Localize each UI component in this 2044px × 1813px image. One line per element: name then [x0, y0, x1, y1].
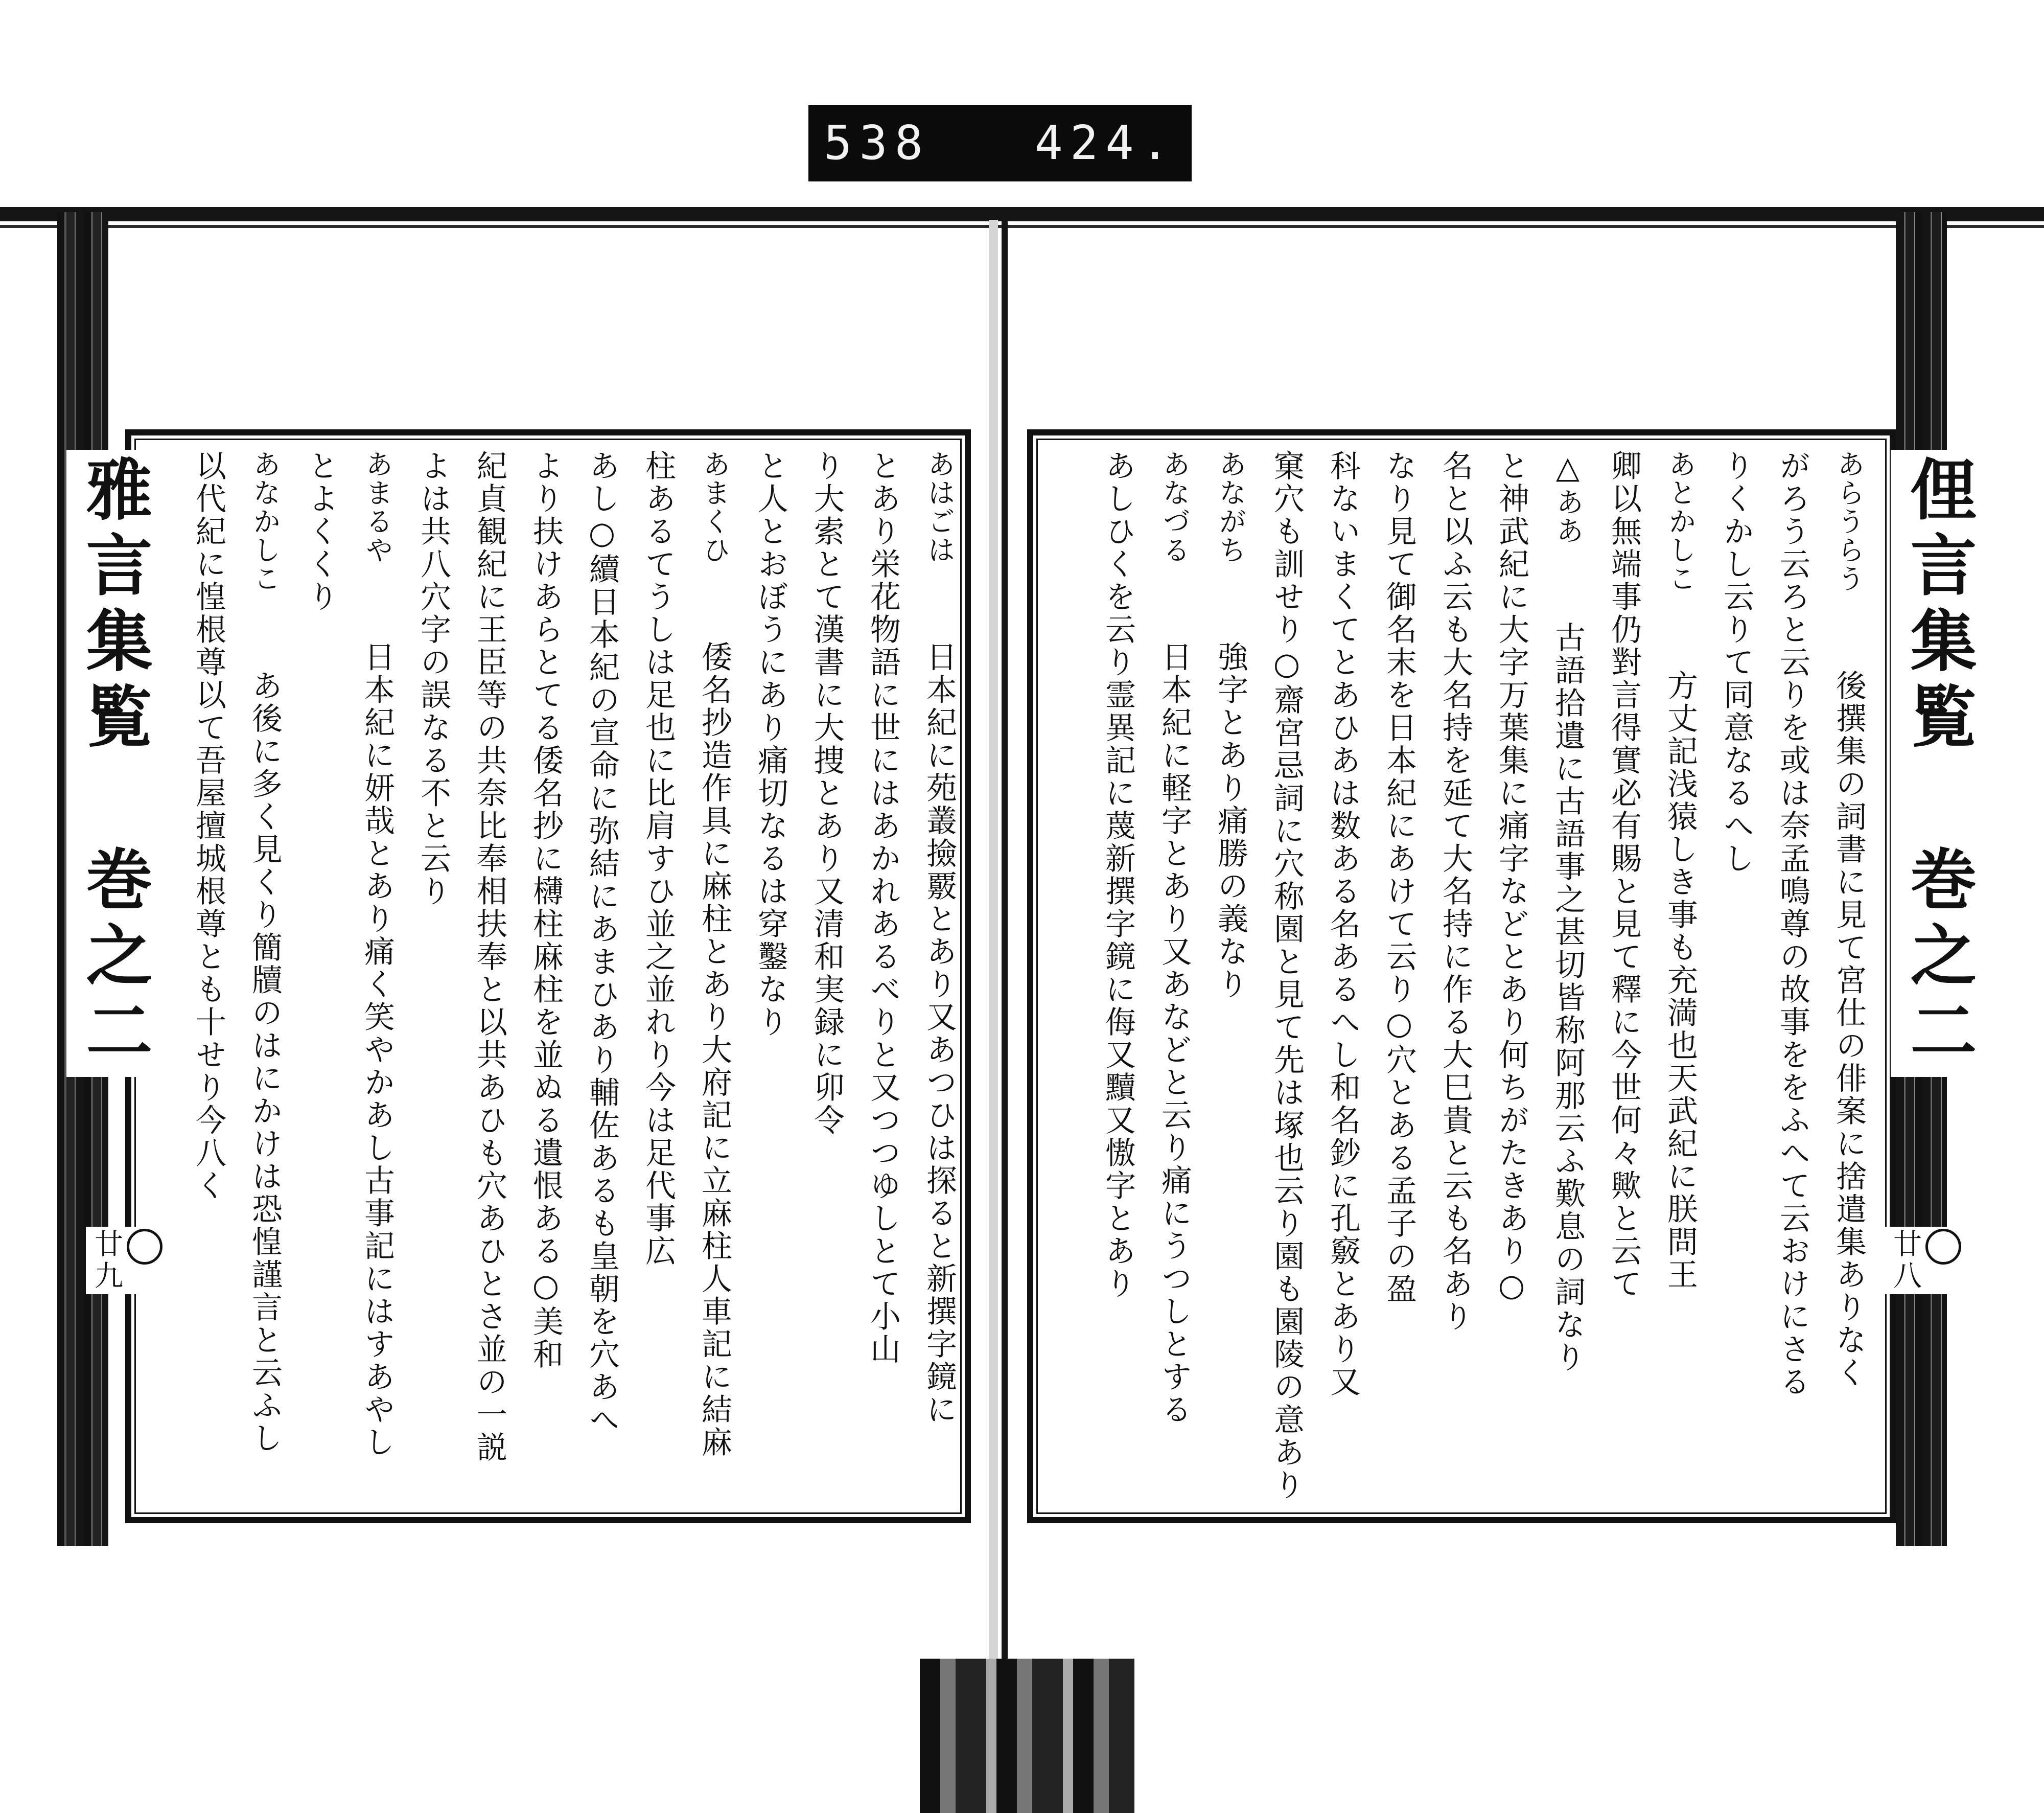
entry-gloss: 日本紀に軽字とあり又あなどと云り痛にうつしとする	[1156, 641, 1192, 1426]
catalog-number-left: 538	[824, 116, 931, 170]
entry-gloss: と人とおぼうにあり痛切なるは穿鑿なり	[753, 450, 788, 1039]
triangle-marker-icon: △	[1550, 450, 1586, 488]
entry-gloss: 強字とあり痛勝の義なり	[1213, 641, 1248, 1001]
text-column	[1431, 450, 1480, 1333]
entry-head: あとかしこ	[1664, 450, 1697, 593]
text-column	[1656, 450, 1705, 1291]
entry-gloss: 後撰集の詞書に見て宮仕の俳案に捨遣集ありなく	[1831, 670, 1867, 1389]
text-column	[1318, 450, 1367, 1398]
entry-gloss: あし○續日本紀の宣命に弥結にあまひあり輔佐あるも皇朝を穴あへ	[584, 450, 620, 1436]
text-column	[1206, 450, 1255, 1001]
entry-gloss: 以代紀に惶根尊以て吾屋擅城根尊とも十せり今八く	[191, 450, 226, 1202]
entry-gloss: より扶けあらとてる倭名抄に欂柱麻柱を並ぬる遺恨ある○美和	[528, 450, 564, 1371]
text-column	[858, 450, 908, 1366]
left-page-folio-number: 廿九	[90, 1229, 123, 1292]
entry-gloss: 科ないまくてとあひあは数ある名あるへし和名鈔に孔竅とあり又	[1325, 450, 1361, 1398]
text-column	[296, 450, 345, 613]
entry-gloss: 名と以ふ云も大名持を延て大名持に作る大巳貴と云も名あり	[1437, 450, 1473, 1333]
scanner-clamp	[920, 1659, 1134, 1813]
text-column	[409, 450, 458, 908]
entry-gloss: 卿以無端事仍對言得實必有賜と見て釋に今世何々歟と云て	[1606, 450, 1642, 1300]
left-page-marginal-title: 雅言集覧 巻之二	[66, 450, 162, 1077]
text-column	[1150, 450, 1199, 1426]
entry-head: あなかしこ	[249, 450, 281, 593]
book-top-edge	[0, 207, 2044, 221]
text-column	[1262, 450, 1311, 1502]
entry-gloss: 窠穴も訓せり○齋宮忌詞に穴称園と見て先は塚也云り園も園陵の意あり	[1269, 450, 1305, 1502]
entry-gloss: 日本紀に妍哉とあり痛く笑やかあし古事記にはすあやし	[359, 641, 395, 1459]
entry-gloss: 倭名抄造作具に麻柱とあり大府記に立麻柱人車記に結麻	[696, 641, 732, 1459]
entry-head: あまくひ	[699, 450, 731, 564]
entry-head: あまるや	[361, 450, 393, 564]
entry-gloss: 柱あるてうしは足也に比肩すひ並之並れり今は足代事広	[640, 450, 676, 1268]
text-column	[1824, 450, 1873, 1389]
entry-gloss: 方丈記浅猿しき事も充満也天武紀に朕問王	[1662, 670, 1698, 1291]
text-column	[690, 450, 739, 1459]
entry-gloss: とよくくり	[303, 450, 339, 613]
text-column	[465, 450, 514, 1464]
folio-circle-icon	[127, 1229, 162, 1265]
entry-gloss: り大索とて漢書に大捜とあり又清和実録に卯令	[809, 450, 845, 1137]
entry-head: ああ	[1552, 488, 1584, 545]
catalog-number-label	[808, 105, 1192, 181]
text-column	[746, 450, 795, 1039]
left-page-folio	[86, 1227, 162, 1294]
entry-gloss: よは共八穴字の誤なる不と云り	[415, 450, 451, 908]
entry-gloss: あしひくを云り霊異記に蔑新撰字鏡に侮又黷又慠字とあり	[1100, 450, 1136, 1300]
catalog-number-right: 424.	[1034, 116, 1176, 170]
entry-gloss: がろう云ろと云りを或は奈孟鳴尊の故事ををふへて云おけにさる	[1775, 450, 1810, 1398]
spine-shadow	[989, 220, 998, 1769]
book-top-edge-inner	[0, 225, 2044, 228]
entry-head: あなづる	[1158, 450, 1191, 564]
text-column	[521, 450, 570, 1371]
entry-gloss: と神武紀に大字万葉集に痛字などとあり何ちがたきあり○	[1494, 450, 1529, 1305]
folio-circle-icon	[1925, 1229, 1961, 1265]
entry-gloss: あ後に多く見くり簡牘のはにかけは恐惶謹言と云ふし	[247, 670, 283, 1455]
right-page-marginal-title: 俚言集覧 巻之二	[1891, 450, 1986, 1077]
right-page-folio	[1885, 1227, 1961, 1294]
text-column	[1487, 450, 1536, 1305]
text-column	[577, 450, 626, 1436]
entry-gloss: 古語拾遺に古語事之甚切皆称阿那云ふ歎息の詞なり	[1550, 622, 1586, 1374]
right-page-folio-number: 廿八	[1889, 1229, 1922, 1292]
entry-gloss: 日本紀に苑叢撿覈とあり又あつひは探ると新撰字鏡に	[921, 641, 957, 1426]
text-column	[634, 450, 683, 1268]
entry-head: あながち	[1215, 450, 1247, 564]
text-column	[184, 450, 233, 1202]
entry-gloss: 紀貞観紀に王臣等の共奈比奉相扶奉と以共あひも穴あひとさ並の一説	[472, 450, 507, 1464]
text-column	[915, 450, 964, 1426]
text-column	[1375, 450, 1424, 1305]
text-column	[1599, 450, 1648, 1300]
entry-head: あはごは	[923, 450, 956, 564]
entry-gloss: とあり栄花物語に世にはあかれあるべりと又つつゆしとて小山	[865, 450, 901, 1366]
entry-gloss: りくかし云りて同意なるへし	[1718, 450, 1754, 875]
text-column	[353, 450, 402, 1459]
text-column	[802, 450, 851, 1137]
entry-head: あらうらう	[1833, 450, 1865, 593]
entry-gloss: なり見て御名末を日本紀にあけて云り○穴とある孟子の盈	[1381, 450, 1417, 1305]
text-column	[1712, 450, 1761, 875]
book-spine	[1002, 220, 1008, 1769]
text-column	[240, 450, 289, 1455]
text-column	[1768, 450, 1817, 1398]
text-column	[1094, 450, 1143, 1300]
text-column	[1543, 450, 1592, 1374]
